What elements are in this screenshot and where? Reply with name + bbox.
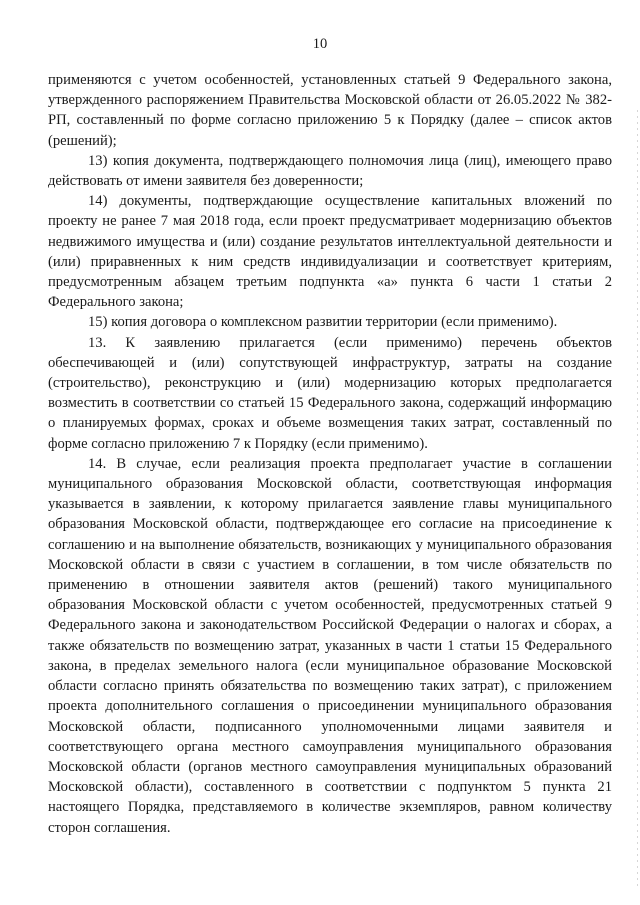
scan-edge-mark [637,110,638,890]
paragraph-clause-13: 13. К заявлению прилагается (если применимо) перечень объектов обеспечивающей и (или) сопутствующей инфраструктур, затраты на создание (строительство), реконструкцию и (или) модернизацию которых предполагается возместить в соответствии со статьей 15 Федерального закона, содержащий информацию о планируемых формах, сроках и объеме возмещения таких затрат, составленный по форме согласно приложению 7 к Порядку (если применимо). [48,334,612,452]
paragraph-continuation: применяются с учетом особенностей, установленных статьей 9 Федерального закона, утвержденного распоряжением Правительства Московской области от 26.05.2022 № 382-РП, составленный по форме согласно приложению 5 к Порядку (далее – список актов (решений); [48,72,612,149]
paragraph-clause-14: 14. В случае, если реализация проекта предполагает участие в соглашении муниципального образования Московской области, соответствующая информация указывается в заявлении, к которому прилагается заявление главы муниципального образования Московской области, подтверждающее его согласие на присоединение к соглашению и на выполнение обязательств, возникающих у муниципального образования Московской области в связи с участием в соглашении, в том числе обязательств по применению в отношении заявителя актов (решений) такого муниципального образования Московской области с учетом особенностей, предусмотренных статьей 9 Федерального закона и законодательством Российской Федерации о налогах и сборах, а также обязательств по возмещению затрат, указанных в части 1 статьи 15 Федерального закона, в пределах земельного налога (если муниципальное образование Московской области согласно принять обязательства по возмещению таких затрат), с приложением проекта дополнительного соглашения о присоединении муниципального образования Московской области, подписанного уполномоченными лицами заявителя и соответствующего органа местного самоуправления муниципального образования Московской области (органов местного самоуправления муниципальных образований Московской области), составленного в соответствии с подпунктом 5 пункта 21 настоящего Порядка, представляемого в количестве экземпляров, равном количеству сторон соглашения. [48,455,612,836]
page-number: 10 [312,36,328,52]
paragraph-item-14: 14) документы, подтверждающие осуществление капитальных вложений по проекту не ранее 7 мая 2018 года, если проект предусматривает модернизацию объектов недвижимого имущества и (или) создание результатов интеллектуальной деятельности и (или) приравненных к ним средств индивидуализации и соответствует критериям, предусмотренным абзацем третьим подпункта «а» пункта 6 части 1 статьи 2 Федерального закона; [48,193,612,311]
paragraph-item-15: 15) копия договора о комплексном развитии территории (если применимо). [88,314,558,331]
paragraph-item-13: 13) копия документа, подтверждающего полномочия лица (лиц), имеющего право действовать от имени заявителя без доверенности; [48,152,612,190]
document-body [48,70,612,838]
